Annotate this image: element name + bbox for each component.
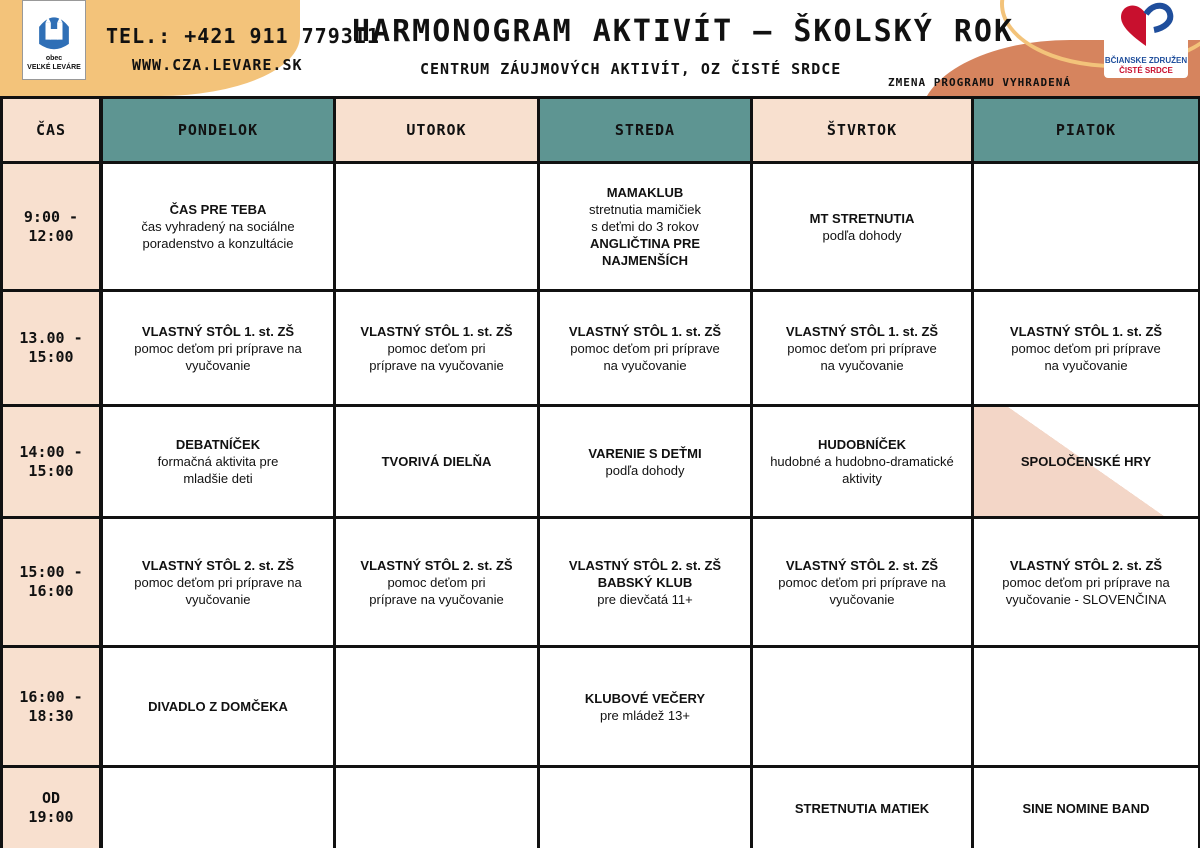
activity-cell: [103, 648, 333, 765]
crest-label-top: obec: [45, 55, 63, 62]
activity-description: pomoc deťom pri príprave na: [134, 340, 302, 356]
activity-name: HUDOBNÍČEK: [817, 437, 907, 452]
time-slot-cell: [3, 768, 99, 848]
crest-label-bottom: VEĽKÉ LEVÁRE: [27, 64, 81, 71]
header-cell-day: [336, 99, 537, 161]
activity-cell: [974, 164, 1198, 289]
activity-description: mladšie deti: [183, 471, 253, 486]
activity-name: VLASTNÝ STÔL 2. st. ZŠ: [785, 557, 939, 573]
activity-cell: [540, 407, 750, 516]
day-header-label: UTOROK: [406, 120, 467, 139]
time-slot-label: 16:00 -: [19, 687, 83, 706]
activity-description: vyučovanie: [185, 357, 251, 373]
page-title: HARMONOGRAM AKTIVÍT – ŠKOLSKÝ ROK: [352, 14, 1015, 49]
activity-description: na vyučovanie: [1044, 357, 1128, 373]
phone-number: TEL.: +421 911 779311: [106, 24, 380, 48]
activity-name: VLASTNÝ STÔL 2. st. ZŠ: [1009, 557, 1163, 573]
activity-name: KLUBOVÉ VEČERY: [584, 690, 706, 706]
activity-cell: [336, 768, 537, 848]
time-slot-cell: [3, 407, 99, 516]
time-slot-label: 16:00: [28, 582, 74, 600]
activity-description: formačná aktivita pre: [157, 454, 279, 469]
page-subtitle: CENTRUM ZÁUJMOVÝCH AKTIVÍT, OZ ČISTÉ SRDCE: [420, 60, 842, 78]
activity-name: STRETNUTIA MATIEK: [794, 800, 930, 816]
activity-name: DIVADLO Z DOMČEKA: [148, 699, 288, 714]
activity-cell: [974, 519, 1198, 645]
activity-name: VLASTNÝ STÔL 2. st. ZŠ: [360, 557, 513, 573]
activity-description: čas vyhradený na sociálne: [141, 219, 295, 234]
activity-description: pomoc deťom pri: [387, 574, 486, 590]
header-cell-time: [3, 99, 99, 161]
activity-description: príprave na vyučovanie: [369, 357, 504, 373]
activity-cell: [753, 648, 971, 765]
activity-description: pre dievčatá 11+: [597, 591, 693, 607]
activity-cell: [753, 519, 971, 645]
activity-cell: [753, 407, 971, 516]
schedule-table: [0, 96, 1200, 848]
activity-name: VLASTNÝ STÔL 1. st. ZŠ: [141, 323, 295, 339]
header-cell-day: [540, 99, 750, 161]
activity-cell: [540, 648, 750, 765]
activity-cell: [974, 407, 1198, 516]
activity-cell: [336, 407, 537, 516]
logo-text-line1: BČIANSKE ZDRUŽEN: [1104, 56, 1188, 65]
activity-name: BABSKÝ KLUB: [597, 574, 693, 590]
activity-description: pomoc deťom pri príprave na: [134, 574, 302, 590]
activity-description: vyučovanie: [185, 591, 251, 607]
activity-name: ANGLIČTINA PRE: [589, 236, 701, 251]
header-cell-day: [974, 99, 1198, 161]
activity-cell: [336, 519, 537, 645]
time-slot-cell: [3, 519, 99, 645]
activity-name: TVORIVÁ DIELŇA: [381, 454, 492, 469]
day-header-label: PONDELOK: [177, 120, 259, 139]
activity-cell: [103, 407, 333, 516]
activity-cell: [974, 768, 1198, 848]
program-change-notice: ZMENA PROGRAMU VYHRADENÁ: [888, 76, 1071, 89]
municipality-crest: [22, 0, 86, 80]
activity-name: SPOLOČENSKÉ HRY: [1020, 454, 1152, 469]
time-slot-cell: [3, 164, 99, 289]
activity-description: aktivity: [842, 471, 882, 486]
activity-cell: [540, 519, 750, 645]
activity-cell: [974, 648, 1198, 765]
activity-name: VLASTNÝ STÔL 1. st. ZŠ: [785, 323, 939, 339]
time-slot-label: OD: [41, 789, 61, 807]
heart-icon: [1118, 2, 1174, 48]
time-slot-label: 12:00: [28, 226, 74, 245]
time-slot-label: 14:00 -: [19, 442, 83, 461]
activity-name: VLASTNÝ STÔL 2. st. ZŠ: [141, 557, 295, 573]
church-icon: [37, 7, 71, 51]
activity-description: pomoc deťom pri príprave: [1011, 340, 1161, 356]
activity-cell: [974, 292, 1198, 404]
activity-description: pre mládež 13+: [600, 707, 690, 723]
time-slot-cell: [3, 648, 99, 765]
activity-cell: [103, 164, 333, 289]
activity-cell: [103, 292, 333, 404]
activity-cell: [540, 768, 750, 848]
time-slot-cell: [3, 292, 99, 404]
time-slot-label: 15:00: [28, 461, 74, 480]
activity-description: hudobné a hudobno-dramatické: [770, 454, 954, 469]
activity-name: VLASTNÝ STÔL 1. st. ZŠ: [1009, 323, 1163, 339]
activity-cell: [336, 292, 537, 404]
activity-cell: [336, 648, 537, 765]
day-header-label: PIATOK: [1055, 120, 1117, 139]
logo-text-line2: ČISTÉ SRDCE: [1119, 66, 1173, 75]
activity-description: pomoc deťom pri: [387, 340, 486, 356]
time-header-label: ČAS: [35, 120, 67, 139]
time-slot-label: 18:30: [28, 706, 74, 725]
activity-name: ČAS PRE TEBA: [169, 202, 267, 217]
day-header-label: ŠTVRTOK: [826, 120, 898, 139]
activity-name: VLASTNÝ STÔL 1. st. ZŠ: [360, 323, 513, 339]
activity-name: VARENIE S DEŤMI: [588, 445, 702, 461]
activity-description: s deťmi do 3 rokov: [591, 219, 699, 234]
activity-name: NAJMENŠÍCH: [602, 253, 688, 268]
activity-description: stretnutia mamičiek: [589, 202, 701, 217]
time-slot-label: 19:00: [28, 808, 74, 826]
website-link[interactable]: WWW.CZA.LEVARE.SK: [132, 56, 303, 74]
activity-name: MT STRETNUTIA: [809, 210, 915, 226]
activity-cell: [753, 768, 971, 848]
activity-description: podľa dohody: [822, 227, 902, 243]
time-slot-label: 15:00 -: [19, 563, 83, 581]
activity-name: SINE NOMINE BAND: [1022, 800, 1150, 816]
activity-cell: [336, 164, 537, 289]
header-cell-day: [103, 99, 333, 161]
time-slot-label: 9:00 -: [23, 207, 79, 226]
time-slot-label: 15:00: [28, 348, 74, 366]
activity-description: pomoc deťom pri príprave: [570, 340, 720, 356]
day-header-label: STREDA: [614, 120, 676, 139]
activity-name: VLASTNÝ STÔL 2. st. ZŠ: [568, 557, 722, 573]
activity-description: pomoc deťom pri príprave: [787, 340, 937, 356]
header-cell-day: [753, 99, 971, 161]
activity-cell: [540, 292, 750, 404]
activity-cell: [103, 519, 333, 645]
association-logo: [1104, 0, 1188, 78]
time-slot-label: 13.00 -: [19, 329, 83, 347]
activity-cell: [753, 164, 971, 289]
activity-description: na vyučovanie: [820, 357, 904, 373]
activity-description: na vyučovanie: [603, 357, 687, 373]
activity-description: pomoc deťom pri príprave na: [1002, 574, 1170, 590]
activity-cell: [753, 292, 971, 404]
activity-cell: [103, 768, 333, 848]
activity-name: MAMAKLUB: [606, 185, 684, 200]
activity-name: VLASTNÝ STÔL 1. st. ZŠ: [568, 323, 722, 339]
activity-cell: [540, 164, 750, 289]
activity-description: poradenstvo a konzultácie: [142, 236, 294, 251]
activity-name: DEBATNÍČEK: [175, 437, 261, 452]
activity-description: podľa dohody: [605, 462, 685, 478]
activity-description: vyučovanie: [829, 591, 895, 607]
activity-description: vyučovanie - SLOVENČINA: [1005, 591, 1167, 607]
activity-description: pomoc deťom pri príprave na: [778, 574, 946, 590]
activity-description: príprave na vyučovanie: [369, 591, 504, 607]
